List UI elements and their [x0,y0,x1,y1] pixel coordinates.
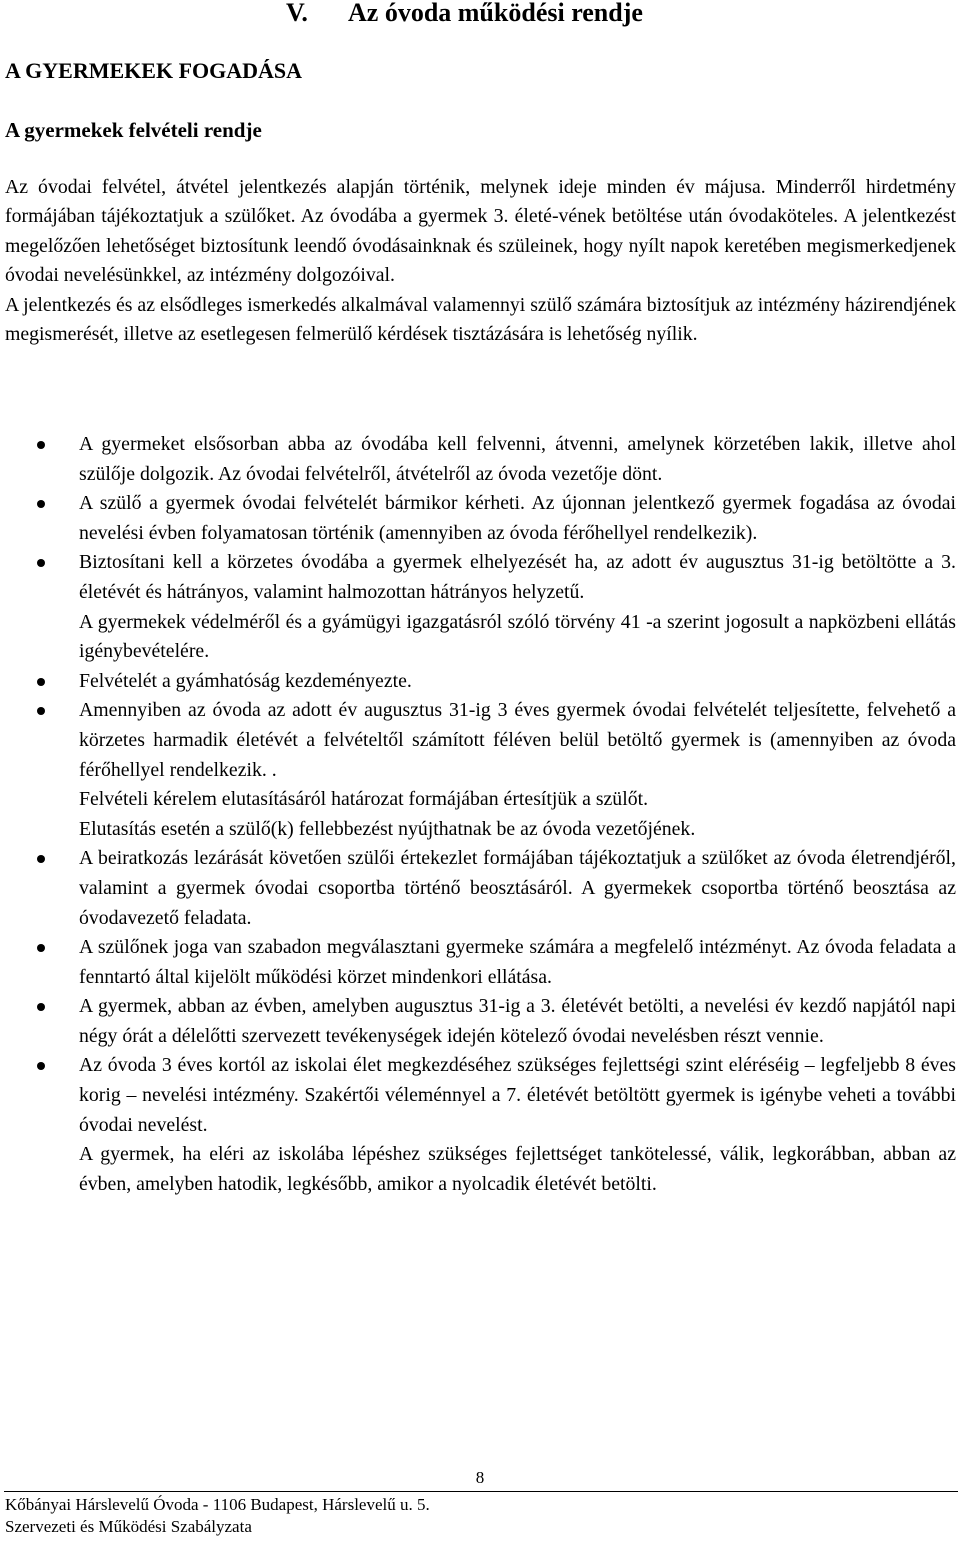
list-item-text: A gyermeket elsősorban abba az óvodába kell felvenni, átvenni, amelynek körzetében lakik, illetve ahol szülője dolgozik. Az óvodai felvételről, átvételről az óvoda vezetője dönt. [79,433,956,485]
chapter-title-text: Az óvoda működési rendje [348,0,643,27]
list-item [0,696,960,844]
bullet-icon [37,500,45,508]
list-item-text: Amennyiben az óvoda az adott év augusztus 31-ig 3 éves gyermek óvodai felvételét teljesítette, felvehető a körzetes harmadik életévét a felvételtől számított féléven belül betöltő gyermek is (amennyiben az óvoda férőhellyel rendelkezik. . [79,699,956,781]
list-item-text: Felvételi kérelem elutasításáról határozat formájában értesítjük a szülőt. [79,788,649,811]
bullet-icon [37,1003,45,1011]
bullet-icon [37,944,45,952]
bullet-icon [37,559,45,567]
list-item [0,844,960,933]
list-item [0,992,960,1051]
intro-paragraph: A jelentkezés és az elsődleges ismerkedés alkalmával valamennyi szülő számára biztosítjuk az intézmény házirendjének megismerését, illetve az esetlegesen felmerülő kérdések tisztázására is lehetőség nyílik. [5,293,956,346]
list-item-text: Elutasítás esetén a szülő(k) fellebbezést nyújthatnak be az óvoda vezetőjének. [79,817,696,840]
list-item [0,548,960,666]
footer-divider [4,1491,958,1492]
list-item [0,933,960,992]
list-item-text: A beiratkozás lezárását követően szülői értekezlet formájában tájékoztatjuk a szülőket az óvoda életrendjéről, valamint a gyermek óvodai csoportba történő beosztásáról. A gyermekek csoportba történő beosztása az óvodavezető feladata. [79,847,956,929]
list-item [0,489,960,548]
list-item-text: A szülő a gyermek óvodai felvételét bármikor kérheti. Az újonnan jelentkező gyermek fogadása az óvodai nevelési évben folyamatosan történik (amennyiben az óvoda férőhellyel rendelkezik). [79,492,956,544]
admission-rules-list [0,430,960,1199]
list-item [0,1051,960,1199]
section-title: A GYERMEKEK FOGADÁSA [5,58,303,83]
bullet-icon [37,678,45,686]
intro-text [5,173,956,349]
footer-institution: Kőbányai Hárslevelű Óvoda - 1106 Budapest, Hárslevelű u. 5. [5,1495,430,1514]
list-item [0,430,960,489]
list-item-text: Biztosítani kell a körzetes óvodába a gyermek elhelyezését ha, az adott év augusztus 31-ig betöltötte a 3. életévét és hátrányos, valamint halmozottan hátrányos helyzetű. [79,551,956,603]
footer-document-title: Szervezeti és Működési Szabályzata [5,1517,252,1536]
chapter-number: V. [286,0,308,27]
bullet-icon [37,707,45,715]
bullet-icon [37,1062,45,1070]
intro-paragraph: Az óvodai felvétel, átvétel jelentkezés alapján történik, melynek ideje minden év májusa. Minderről hirdetmény formájában tájékoztatjuk a szülőket. Az óvodába a gyermek 3. életé-vének betöltése után óvodaköteles. A jelentkezést megelőzően lehetőséget biztosítunk leendő óvodásainknak és szüleinek, hogy nyílt napok keretében megismerkedjenek óvodai nevelésünkkel, az intézmény dolgozóival. [5,176,956,287]
list-item-text: A gyermek, abban az évben, amelyben augusztus 31-ig a 3. életévét betölti, a nevelési év kezdő napjától napi négy órát a délelőtti szervezett tevékenységek idején kötelező óvodai nevelésben részt vennie. [79,995,956,1047]
list-item-text: Felvételét a gyámhatóság kezdeményezte. [79,669,412,692]
chapter-title [286,0,643,28]
list-item-text: A gyermek, ha eléri az iskolába lépéshez szükséges fejlettséget tankötelessé, válik, legkorábban, abban az évben, amelyben hatodik, legkésőbb, amikor a nyolcadik életévét betölti. [79,1143,956,1195]
bullet-icon [37,441,45,449]
page-number: 8 [475,1468,485,1487]
subsection-title: A gyermekek felvételi rendje [5,118,262,142]
bullet-icon [37,855,45,863]
list-item [0,667,960,697]
list-item-text: A szülőnek joga van szabadon megválasztani gyermeke számára a megfelelő intézményt. Az óvoda feladata a fenntartó által kijelölt működési körzet mindenkori ellátása. [79,936,956,988]
list-item-text: A gyermekek védelméről és a gyámügyi igazgatásról szóló törvény 41 -a szerint jogosult a napközbeni ellátás igénybevételére. [79,610,956,663]
list-item-text: Az óvoda 3 éves kortól az iskolai élet megkezdéséhez szükséges fejlettségi szint eléréséig – legfeljebb 8 éves korig – nevelési intézmény. Szakértői véleménnyel a 7. életévét betöltött gyermek is igénybe veheti a további óvodai nevelést. [79,1054,956,1136]
page-footer [5,1494,430,1538]
